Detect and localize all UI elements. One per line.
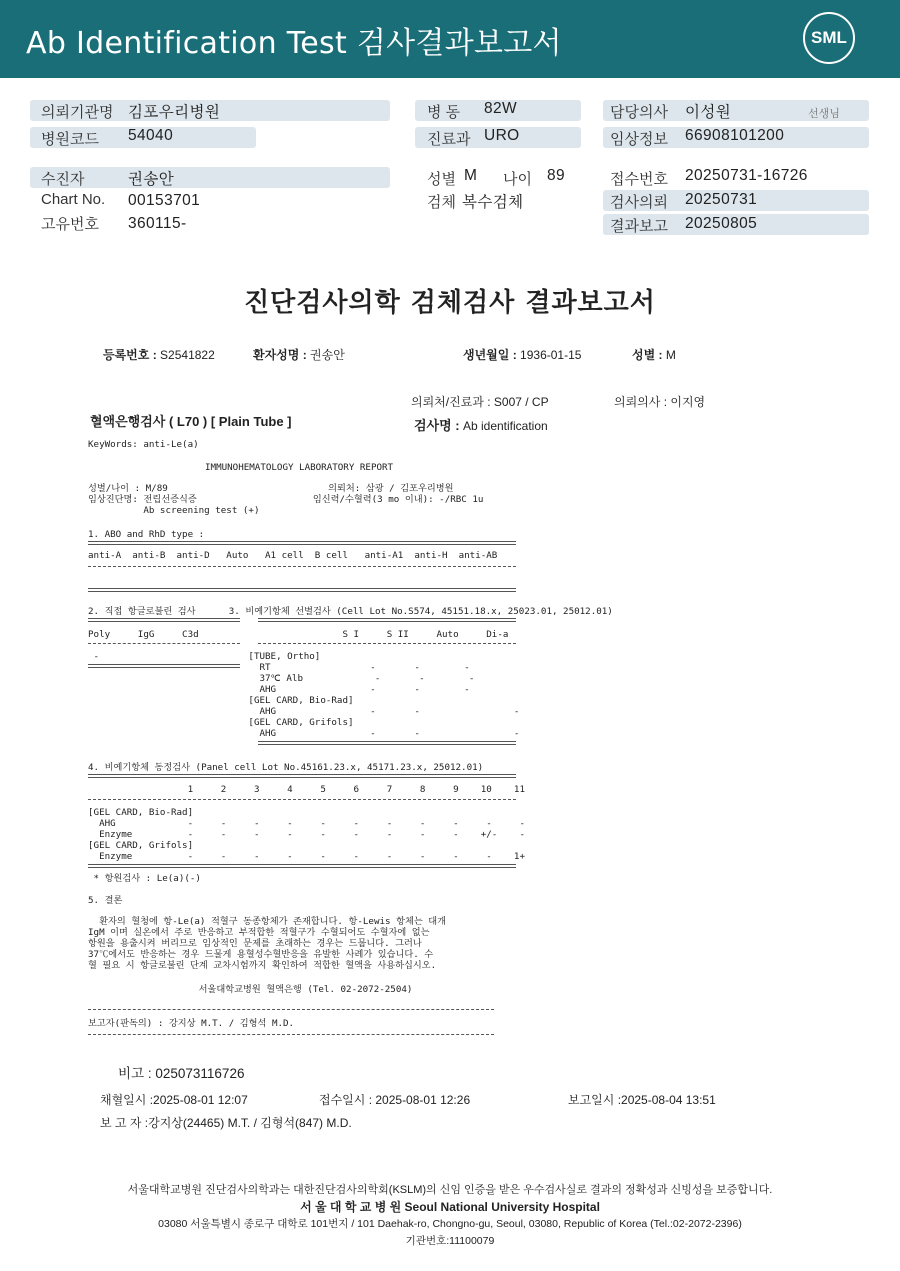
dob-value: 1936-01-15: [520, 348, 582, 362]
receipt-label: 접수번호: [610, 171, 668, 188]
panel-line-2: AHG - - - - - - - - - - -: [88, 818, 525, 829]
bank-title: 혈액은행검사 ( L70 ) [ Plain Tube ]: [90, 414, 292, 429]
reg-field: [103, 346, 215, 363]
report-sex-value: M: [665, 348, 676, 362]
conclusion-line-4: 37℃에서도 반응하는 경우 드물게 용혈성수혈반응을 유발한 사례가 있습니다. 수: [88, 949, 434, 960]
note-label: 비고 :: [118, 1066, 152, 1081]
screen-line-1: - [TUBE, Ortho]: [88, 651, 321, 662]
divider: [88, 774, 516, 778]
reporter-value: 강지상(24465) M.T. / 김형석(847) M.D.: [148, 1116, 352, 1130]
conclusion-heading: 5. 결론: [88, 895, 123, 906]
doctor-value: 이성원: [685, 104, 732, 121]
keywords: KeyWords: anti-Le(a): [88, 439, 199, 450]
body-line-2: 성별/나이 : M/89 의뢰처: 삼광 / 김포우리병원: [88, 483, 454, 494]
sml-logo: SML: [803, 12, 855, 64]
screen-line-2: RT - - -: [88, 662, 470, 673]
chart-label: Chart No.: [41, 191, 106, 208]
screen-line-5: [GEL CARD, Bio-Rad]: [88, 695, 354, 706]
doctor-label: 담당의사: [610, 104, 668, 121]
ward-value: 82W: [484, 100, 518, 117]
divider: [88, 1034, 494, 1035]
uid-label: 고유번호: [41, 216, 99, 233]
clinical-label: 임상정보: [610, 131, 668, 148]
divider: [88, 799, 516, 800]
request-org-label: 의뢰기관명: [41, 104, 114, 121]
panel-line-3: Enzyme - - - - - - - - - +/- -: [88, 829, 525, 840]
age-label: 나이: [503, 171, 532, 188]
clinical-value: 66908101200: [685, 127, 785, 144]
receipt-value: 20250731-16726: [685, 167, 808, 184]
conclusion-line-3: 항원을 용출시켜 버리므로 임상적인 문제를 초래하는 경우는 드뭅니다. 그러나: [88, 938, 422, 949]
divider: [88, 588, 516, 592]
test-label: 검사명 :: [414, 418, 460, 433]
doctor-line: 의뢰의사 : 이지영: [614, 395, 706, 409]
dept-value: URO: [484, 127, 520, 144]
request-date-label: 검사의뢰: [610, 194, 668, 211]
divider: [88, 541, 516, 545]
screen-line-4: AHG - - -: [88, 684, 470, 695]
divider: [258, 643, 516, 644]
screen-line-8: AHG - - -: [88, 728, 520, 739]
section-2-3-heading: 2. 직접 항글로불린 검사 3. 비예기항체 선별검사 (Cell Lot No.S574, 45151.18.x, 25023.01, 25012.01): [88, 606, 613, 617]
divider: [88, 1009, 494, 1010]
reporter-line: 보고자(판독의) : 강지상 M.T. / 김형석 M.D.: [88, 1018, 295, 1029]
chart-value: 00153701: [128, 192, 201, 209]
uid-value: 360115-: [128, 215, 187, 232]
report-time: 보고일시 :2025-08-04 13:51: [568, 1093, 716, 1107]
report-sex-label: 성별 :: [632, 348, 663, 362]
report-title: 진단검사의학 검체검사 결과보고서: [244, 288, 656, 318]
dob-field: [463, 346, 581, 363]
dat-columns: Poly IgG C3d S I S II Auto Di-a: [88, 629, 509, 640]
abo-columns: anti-A anti-B anti-D Auto A1 cell B cell anti-A1 anti-H anti-AB: [88, 550, 498, 561]
footer-institution-no: 기관번호:11100079: [405, 1235, 495, 1247]
antigen-test: * 항원검사 : Le(a)(-): [88, 873, 201, 884]
divider: [88, 864, 516, 868]
patient-label: 수진자: [41, 171, 85, 188]
hospital-code-value: 54040: [128, 127, 174, 144]
patient-value: 권송안: [128, 171, 175, 188]
header-bar: [0, 0, 900, 78]
request-org-value: 김포우리병원: [128, 104, 221, 121]
sex-value: M: [464, 167, 478, 184]
reporter-field: [100, 1114, 352, 1131]
divider: [88, 643, 240, 644]
conclusion-line-2: IgM 이며 실온에서 주로 반응하고 부적합한 적혈구가 수혈되어도 수혈자에 없는: [88, 927, 430, 938]
hospital-code-label: 병원코드: [41, 131, 99, 148]
test-name-field: [414, 415, 548, 434]
conclusion-line-5: 혈 필요 시 항글로불린 단계 교차시험까지 확인하여 적합한 혈액을 사용하십시오.: [88, 960, 437, 971]
screen-line-3: 37℃ Alb - - -: [88, 673, 475, 684]
reg-label: 등록번호 :: [103, 348, 157, 362]
ward-label: 병 동: [427, 104, 461, 121]
footer-hospital-name: 서 울 대 학 교 병 원 Seoul National University Hospital: [300, 1200, 600, 1214]
name-label: 환자성명 :: [253, 348, 307, 362]
page-title: Ab Identification Test 검사결과보고서: [26, 26, 562, 61]
reporter-label: 보 고 자 :: [100, 1116, 149, 1130]
receive-time: 접수일시 : 2025-08-01 12:26: [319, 1093, 471, 1107]
footer-address: 03080 서울특별시 종로구 대학로 101번지 / 101 Daehak-ro, Chongno-gu, Seoul, 03080, Republic of Korea (Tel.:02-2072-2396): [158, 1218, 742, 1230]
body-line-3: 임상진단명: 전립선증식증 임신력/수혈력(3 mo 이내): -/RBC 1u: [88, 494, 484, 505]
specimen-label: 검체: [427, 194, 456, 211]
panel-line-4: [GEL CARD, Grifols]: [88, 840, 194, 851]
report-date-label: 결과보고: [610, 218, 668, 235]
name-value: 권송안: [310, 348, 345, 362]
footer-certification: 서울대학교병원 진단검사의학과는 대한진단검사의학회(KSLM)의 신임 인증을 받은 우수검사실로 결과의 정확성과 신빙성을 보증합니다.: [127, 1184, 773, 1196]
panel-heading: 4. 비예기항체 동정검사 (Panel cell Lot No.45161.23.x, 45171.23.x, 25012.01): [88, 762, 484, 773]
sex-label: 성별: [427, 171, 456, 188]
body-line-4: Ab screening test (+): [88, 505, 260, 516]
dept-label: 진료과: [427, 131, 471, 148]
report-date-value: 20250805: [685, 215, 758, 232]
report-sex-field: [632, 346, 676, 363]
note-field: [118, 1062, 244, 1082]
panel-line-5: Enzyme - - - - - - - - - - 1+: [88, 851, 525, 862]
divider: [88, 566, 516, 567]
abo-heading: 1. ABO and RhD type :: [88, 529, 205, 540]
collect-time: 채혈일시 :2025-08-01 12:07: [100, 1093, 248, 1107]
panel-columns: 1 2 3 4 5 6 7 8 9 10 11: [88, 784, 525, 795]
reg-value: S2541822: [160, 348, 215, 362]
divider: [88, 618, 240, 622]
divider: [258, 741, 516, 745]
divider: [258, 618, 516, 622]
note-value: 025073116726: [155, 1066, 245, 1081]
panel-line-1: [GEL CARD, Bio-Rad]: [88, 807, 194, 818]
test-value: Ab identification: [462, 419, 548, 433]
dob-label: 생년월일 :: [463, 348, 517, 362]
age-value: 89: [547, 167, 566, 184]
doctor-suffix: 선생님: [808, 108, 840, 120]
dept-line: 의뢰처/진료과 : S007 / CP: [411, 395, 549, 409]
request-date-value: 20250731: [685, 191, 758, 208]
screen-line-6: AHG - - -: [88, 706, 520, 717]
specimen-value: 복수검체: [462, 194, 524, 211]
lab-report-heading: IMMUNOHEMATOLOGY LABORATORY REPORT: [205, 462, 394, 473]
blood-bank-contact: 서울대학교병원 혈액은행 (Tel. 02-2072-2504): [88, 984, 413, 995]
name-field: [253, 346, 345, 363]
conclusion-line-1: 환자의 혈청에 항-Le(a) 적혈구 동종항체가 존재합니다. 항-Lewis 항체는 대개: [88, 916, 446, 927]
screen-line-7: [GEL CARD, Grifols]: [88, 717, 354, 728]
